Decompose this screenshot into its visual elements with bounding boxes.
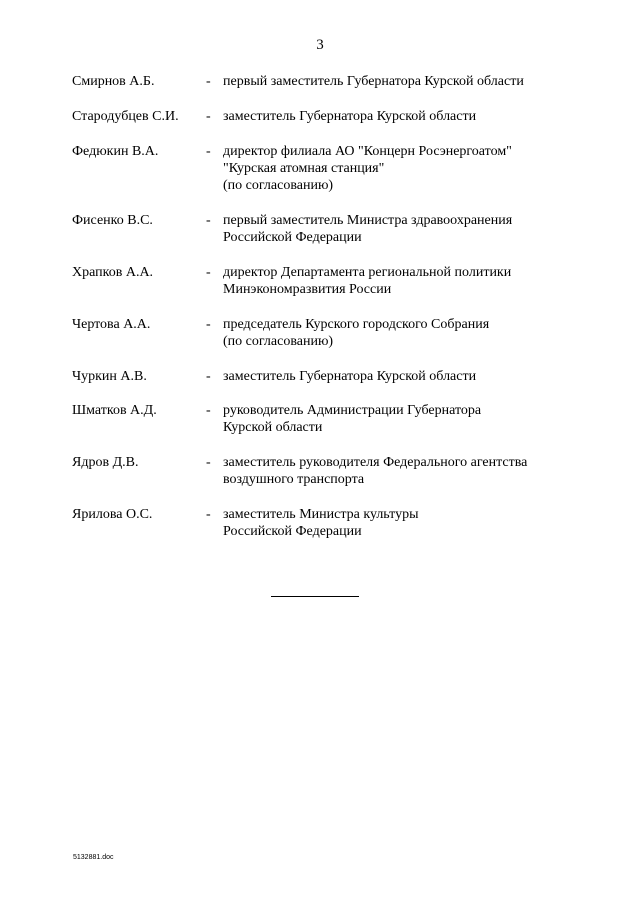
member-position-line: Российской Федерации	[223, 524, 362, 539]
member-dash: -	[206, 109, 211, 124]
member-position	[223, 108, 623, 125]
member-name: Чертова А.А.	[72, 317, 151, 332]
file-reference: 5132881.doc	[73, 854, 114, 861]
member-name: Федюкин В.А.	[72, 144, 159, 159]
member-position-line: (по согласованию)	[223, 334, 334, 349]
member-position-line: директор филиала АО "Концерн Росэнергоатом"	[223, 144, 512, 159]
member-dash: -	[206, 403, 211, 418]
member-position-line: заместитель Губернатора Курской области	[223, 369, 477, 384]
page-number: 3	[316, 37, 324, 53]
member-name: Шматков А.Д.	[72, 403, 157, 418]
member-dash: -	[206, 455, 211, 470]
member-position-line: первый заместитель Министра здравоохранения	[223, 213, 513, 228]
member-position-line: воздушного транспорта	[223, 472, 365, 487]
member-name: Храпков А.А.	[72, 265, 154, 280]
member-name: Фисенко В.С.	[72, 213, 153, 228]
member-name: Смирнов А.Б.	[72, 74, 155, 89]
member-position	[223, 212, 623, 246]
member-position-line: Российской Федерации	[223, 230, 362, 245]
member-name: Ядров Д.В.	[72, 455, 139, 470]
member-position	[223, 264, 623, 298]
member-dash: -	[206, 265, 211, 280]
closing-divider	[271, 596, 359, 597]
member-position-line: "Курская атомная станция"	[223, 161, 385, 176]
member-dash: -	[206, 369, 211, 384]
member-position	[223, 143, 623, 194]
member-name: Чуркин А.В.	[72, 369, 147, 384]
member-position-line: заместитель руководителя Федерального агентства	[223, 455, 528, 470]
member-dash: -	[206, 507, 211, 522]
member-position-line: председатель Курского городского Собрания	[223, 317, 490, 332]
member-position	[223, 454, 623, 488]
member-position-line: заместитель Губернатора Курской области	[223, 109, 477, 124]
member-position-line: заместитель Министра культуры	[223, 507, 419, 522]
member-position-line: Минэкономразвития России	[223, 282, 392, 297]
member-position	[223, 73, 623, 90]
member-position	[223, 368, 623, 385]
member-position-line: первый заместитель Губернатора Курской области	[223, 74, 524, 89]
member-position-line: Курской области	[223, 420, 323, 435]
member-position-line: (по согласованию)	[223, 178, 334, 193]
member-position	[223, 402, 623, 436]
member-name: Стародубцев С.И.	[72, 109, 179, 124]
member-dash: -	[206, 74, 211, 89]
member-dash: -	[206, 213, 211, 228]
member-dash: -	[206, 317, 211, 332]
member-position-line: руководитель Администрации Губернатора	[223, 403, 482, 418]
member-dash: -	[206, 144, 211, 159]
member-position	[223, 506, 623, 540]
member-position	[223, 316, 623, 350]
member-name: Ярилова О.С.	[72, 507, 153, 522]
member-position-line: директор Департамента региональной политики	[223, 265, 512, 280]
